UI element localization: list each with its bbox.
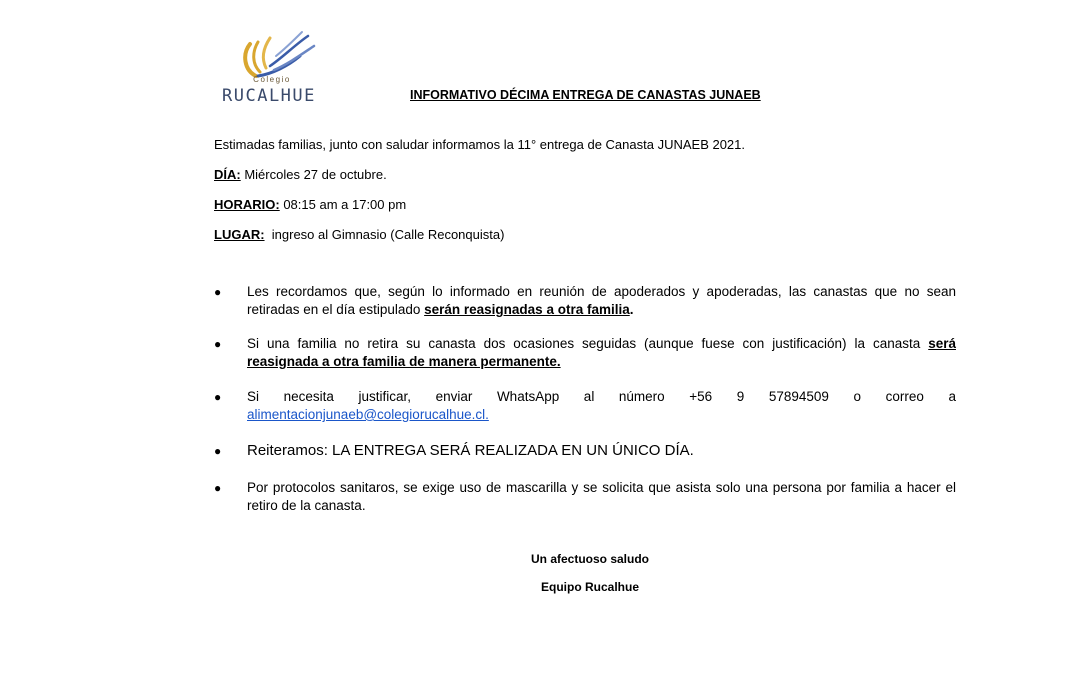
bullet-item	[214, 388, 956, 424]
bullet-emphasis: serán reasignadas a otra familia	[424, 302, 630, 317]
bullet-emphasis: será reasignada a otra familia de manera permanente.	[247, 336, 956, 369]
bullet-item	[214, 442, 956, 460]
schedule-line	[214, 197, 406, 212]
logo-school-name: RUCALHUE	[222, 86, 316, 106]
bullet-item	[214, 283, 956, 319]
logo-colegio-text: Colegio	[253, 75, 291, 84]
bullet-icon: ●	[214, 481, 222, 495]
day-value: Miércoles 27 de octubre.	[240, 167, 387, 182]
place-value: ingreso al Gimnasio (Calle Reconquista)	[264, 227, 505, 242]
place-line	[214, 227, 504, 242]
place-label: LUGAR:	[214, 227, 265, 242]
closing-greeting: Un afectuoso saludo	[530, 552, 649, 566]
bullet-end: .	[629, 302, 634, 317]
school-logo	[218, 26, 328, 108]
bullet-text: Por protocolos sanitaros, se exige uso de mascarilla y se solicita que asista solo una persona por familia a hacer el retiro de la canasta.	[247, 480, 956, 513]
schedule-value: 08:15 am a 17:00 pm	[279, 197, 407, 212]
bullet-icon: ●	[214, 390, 222, 404]
bullet-icon: ●	[214, 337, 222, 351]
day-line	[214, 167, 387, 182]
bullet-item	[214, 479, 956, 515]
hands-logo-icon	[236, 26, 320, 82]
bullet-item	[214, 335, 956, 371]
bullet-text: Les recordamos que, según lo informado en reunión de apoderados y apoderadas, las canastas que no sean retiradas en el día estipulado	[247, 284, 956, 317]
schedule-label: HORARIO:	[214, 197, 280, 212]
closing-signature: Equipo Rucalhue	[540, 580, 639, 594]
intro-line: Estimadas familias, junto con saludar informamos la 11° entrega de Canasta JUNAEB 2021.	[214, 137, 746, 152]
bullet-text: Reiteramos: LA ENTREGA SERÁ REALIZADA EN UN ÚNICO DÍA.	[247, 442, 694, 459]
bullet-icon: ●	[214, 285, 222, 299]
bullet-text: Si necesita justificar, enviar WhatsApp al número +56 9 57894509 o correo a	[247, 389, 956, 404]
day-label: DÍA:	[214, 167, 241, 182]
email-link[interactable]: alimentacionjunaeb@colegiorucalhue.cl.	[247, 407, 489, 422]
document-title: INFORMATIVO DÉCIMA ENTREGA DE CANASTAS JUNAEB	[410, 88, 761, 102]
bullet-icon: ●	[214, 444, 222, 458]
bullet-text: Si una familia no retira su canasta dos ocasiones seguidas (aunque fuese con justificación) la canasta	[247, 336, 929, 351]
